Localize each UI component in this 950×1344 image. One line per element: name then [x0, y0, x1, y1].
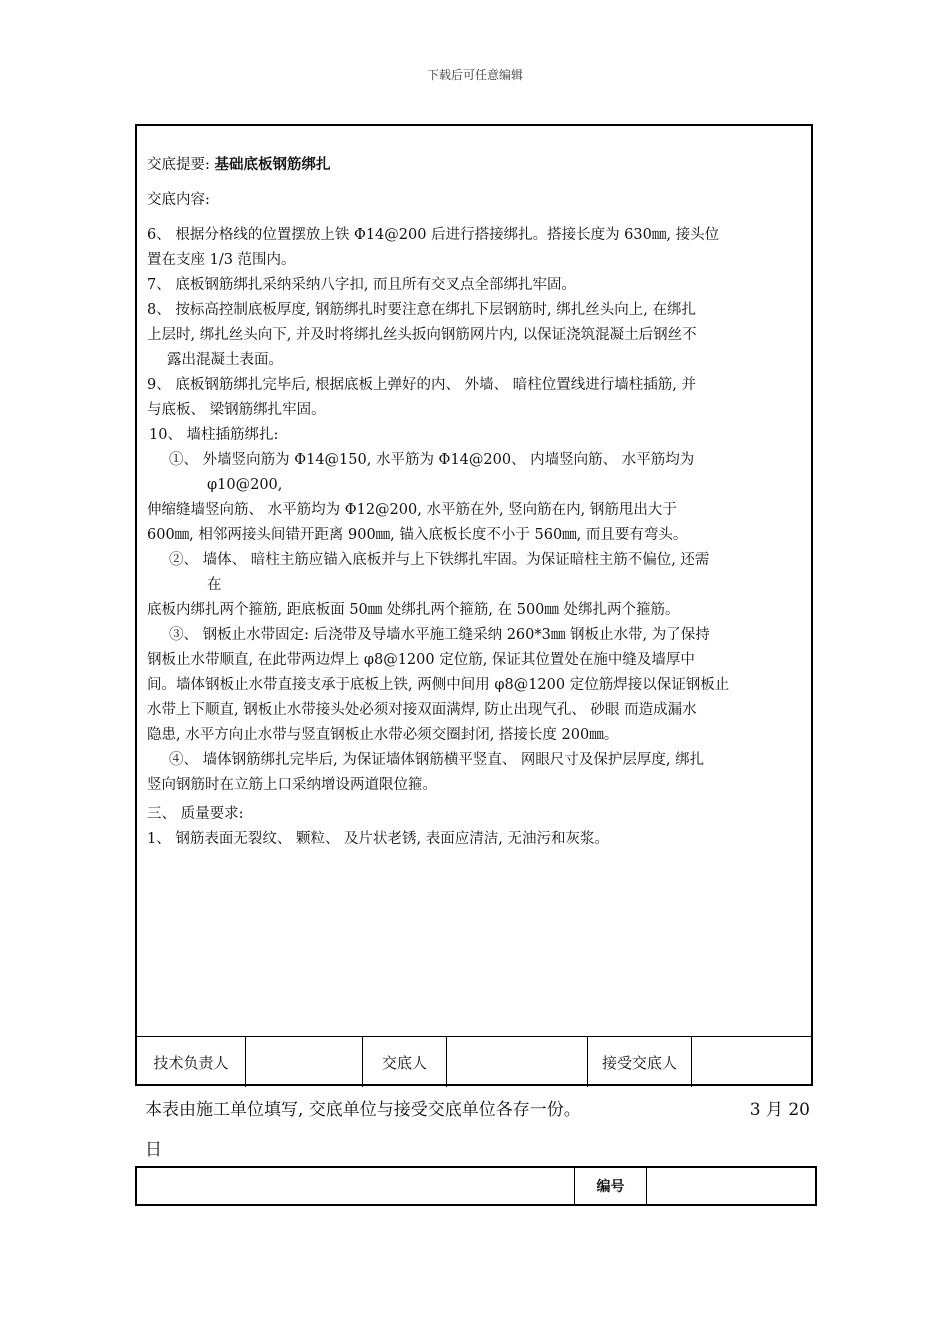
item-4-line-1: ④、 墙体钢筋绑扎完毕后, 为保证墙体钢筋横平竖直、 网眼尺寸及保护层厚度, 绑扎	[169, 752, 705, 768]
summary-label: 交底提要:	[147, 157, 210, 173]
paragraph-6-line-1: 6、 根据分格线的位置摆放上铁 Φ14@200 后进行搭接绑扎。搭接长度为 630㎜, 接头位	[147, 227, 720, 243]
item-1-line-1: ①、 外墙竖向筋为 Φ14@150, 水平筋为 Φ14@200、 内墙竖向筋、 水平筋均为	[169, 452, 695, 468]
tech-lead-signature-field[interactable]	[246, 1037, 363, 1087]
summary-line	[147, 152, 807, 178]
paragraph-7: 7、 底板钢筋绑扎采纳采纳八字扣, 而且所有交叉点全部绑扎牢固。	[147, 277, 577, 293]
paragraph-9-line-1: 9、 底板钢筋绑扎完毕后, 根据底板上弹好的内、 外墙、 暗柱位置线进行墙柱插筋, 并	[147, 377, 696, 393]
disclosure-form	[135, 124, 813, 1086]
summary-title: 基础底板钢筋绑扎	[214, 156, 331, 173]
item-3-line-3: 间。墙体钢板止水带直接支承于底板上铁, 两侧中间用 φ8@1200 定位筋焊接以保证钢板止	[147, 677, 730, 693]
paragraph-10: 10、 墙柱插筋绑扎:	[149, 427, 279, 443]
item-3-line-5: 隐患, 水平方向止水带与竖直钢板止水带必须交圈封闭, 搭接长度 200㎜。	[147, 727, 619, 743]
item-3-line-1: ③、 钢板止水带固定: 后浇带及导墙水平施工缝采纳 260*3㎜ 钢板止水带, 为了保持	[169, 627, 710, 643]
quality-heading: 三、 质量要求:	[147, 806, 244, 822]
receiver-label: 接受交底人	[588, 1037, 692, 1087]
header-note: 下载后可任意编辑	[426, 68, 523, 82]
item-4-line-2: 竖向钢筋时在立筋上口采纳增设两道限位箍。	[147, 777, 437, 793]
paragraph-6-line-2: 置在支座 1/3 范围内。	[147, 252, 296, 268]
signature-row	[137, 1036, 811, 1087]
number-table-blank-cell[interactable]	[137, 1168, 575, 1204]
disclosure-content	[147, 152, 807, 852]
number-value-field[interactable]	[647, 1168, 815, 1204]
item-1-line-4: 600㎜, 相邻两接头间错开距离 900㎜, 锚入底板长度不小于 560㎜, 而且要有弯头。	[147, 527, 688, 543]
footer-note	[145, 1090, 810, 1170]
tech-lead-label: 技术负责人	[137, 1037, 246, 1087]
quality-item-1: 1、 钢筋表面无裂纹、 颗粒、 及片状老锈, 表面应清洁, 无油污和灰浆。	[147, 831, 609, 847]
discloser-label: 交底人	[363, 1037, 447, 1087]
item-3-line-4: 水带上下顺直, 钢板止水带接头处必须对接双面满焊, 防止出现气孔、 砂眼 而造成漏水	[147, 702, 697, 718]
item-1-line-2: φ10@200,	[207, 477, 283, 493]
item-3-line-2: 钢板止水带顺直, 在此带两边焊上 φ8@1200 定位筋, 保证其位置处在施中缝及墙厚中	[147, 652, 695, 668]
footer-day: 日	[145, 1140, 162, 1160]
footer-text: 本表由施工单位填写, 交底单位与接受交底单位各存一份。	[145, 1100, 581, 1120]
item-2-line-3: 底板内绑扎两个箍筋, 距底板面 50㎜ 处绑扎两个箍筋, 在 500㎜ 处绑扎两个箍筋。	[147, 602, 680, 618]
paragraph-8-line-2: 上层时, 绑扎丝头向下, 并及时将绑扎丝头扳向钢筋网片内, 以保证浇筑混凝土后钢丝不	[147, 327, 697, 343]
paragraph-9-line-2: 与底板、 梁钢筋绑扎牢固。	[147, 402, 326, 418]
receiver-signature-field[interactable]	[692, 1037, 811, 1087]
item-2-line-1: ②、 墙体、 暗柱主筋应锚入底板并与上下铁绑扎牢固。为保证暗柱主筋不偏位, 还需	[169, 552, 710, 568]
paragraph-8-line-1: 8、 按标高控制底板厚度, 钢筋绑扎时要注意在绑扎下层钢筋时, 绑扎丝头向上, 在绑扎	[147, 302, 696, 318]
discloser-signature-field[interactable]	[447, 1037, 588, 1087]
content-label: 交底内容:	[147, 192, 210, 208]
number-table	[135, 1166, 817, 1206]
item-1-line-3: 伸缩缝墙竖向筋、 水平筋均为 Φ12@200, 水平筋在外, 竖向筋在内, 钢筋甩出大于	[147, 502, 677, 518]
footer-date: 3 月 20	[749, 1100, 810, 1120]
paragraph-8-line-3: 露出混凝土表面。	[167, 352, 283, 368]
item-2-line-2: 在	[207, 577, 222, 593]
number-label: 编号	[575, 1168, 647, 1204]
